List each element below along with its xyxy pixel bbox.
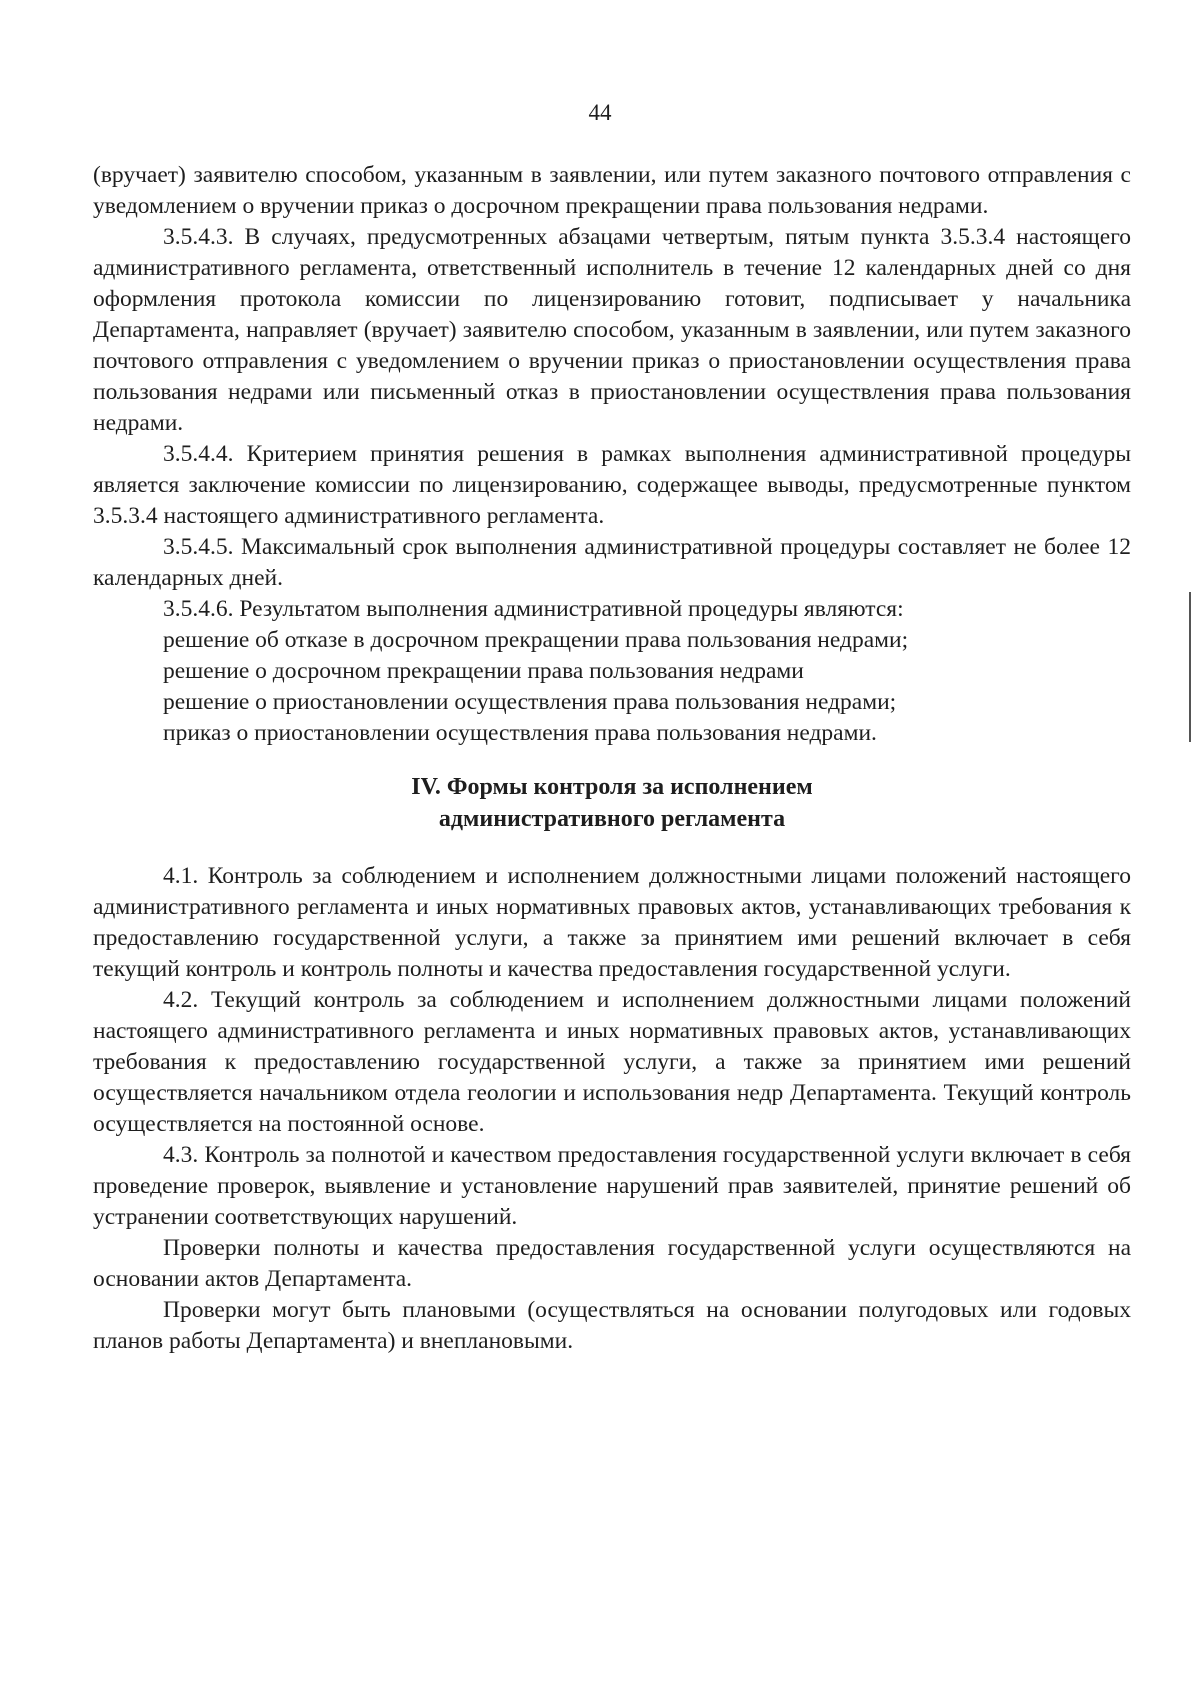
result-list-item: приказ о приостановлении осуществления права пользования недрами. bbox=[163, 720, 877, 746]
page-number: 44 bbox=[588, 100, 612, 125]
paragraph-4-2: 4.2. Текущий контроль за соблюдением и исполнением должностными лицами положений настоящего административного регламента и иных нормативных правовых актов, устанавливающих требования к предоставлению государственной услуги, а также за принятием ими решений осуществляется начальником отдела геологии и использования недр Департамента. Текущий контроль осуществляется на постоянной основе. bbox=[93, 987, 1131, 1137]
scan-margin-line bbox=[1189, 592, 1191, 742]
paragraph-4-3: 4.3. Контроль за полнотой и качеством предоставления государственной услуги включает в себя проведение проверок, выявление и установление нарушений прав заявителей, принятие решений об устранении соответствующих нарушений. bbox=[93, 1142, 1131, 1230]
section-heading-line: IV. Формы контроля за исполнением bbox=[411, 774, 813, 800]
paragraph-3-5-4-3: 3.5.4.3. В случаях, предусмотренных абзацами четвертым, пятым пункта 3.5.3.4 настоящего административного регламента, ответственный исполнитель в течение 12 календарных дней со дня оформления протокола комиссии по лицензированию готовит, подписывает у начальника Департамента, направляет (вручает) заявителю способом, указанным в заявлении, или путем заказного почтового отправления с уведомлением о вручении приказ о приостановлении осуществления права пользования недрами или письменный отказ в приостановлении осуществления права пользования недрами. bbox=[93, 224, 1131, 436]
paragraph-3-5-4-5: 3.5.4.5. Максимальный срок выполнения административной процедуры составляет не более 12 календарных дней. bbox=[93, 534, 1131, 591]
section-heading bbox=[93, 771, 1131, 835]
paragraph-inspections-basis: Проверки полноты и качества предоставления государственной услуги осуществляются на основании актов Департамента. bbox=[93, 1235, 1131, 1292]
result-list-item: решение о приостановлении осуществления права пользования недрами; bbox=[163, 689, 897, 715]
paragraph-inspections-types: Проверки могут быть плановыми (осуществляться на основании полугодовых или годовых планов работы Департамента) и внеплановыми. bbox=[93, 1297, 1131, 1354]
result-list bbox=[93, 594, 1131, 749]
result-list-item: решение об отказе в досрочном прекращении права пользования недрами; bbox=[163, 627, 909, 653]
result-list-item: решение о досрочном прекращении права пользования недрами bbox=[163, 658, 804, 684]
document-body bbox=[93, 160, 1131, 1357]
paragraph-3-5-4-4: 3.5.4.4. Критерием принятия решения в рамках выполнения административной процедуры является заключение комиссии по лицензированию, содержащее выводы, предусмотренные пунктом 3.5.3.4 настоящего административного регламента. bbox=[93, 441, 1131, 529]
paragraph-4-1: 4.1. Контроль за соблюдением и исполнением должностными лицами положений настоящего административного регламента и иных нормативных правовых актов, устанавливающих требования к предоставлению государственной услуги, а также за принятием ими решений включает в себя текущий контроль и контроль полноты и качества предоставления государственной услуги. bbox=[93, 863, 1131, 982]
paragraph-continuation: (вручает) заявителю способом, указанным в заявлении, или путем заказного почтового отправления с уведомлением о вручении приказ о досрочном прекращении права пользования недрами. bbox=[93, 162, 1131, 219]
section-heading-line: административного регламента bbox=[438, 806, 786, 832]
paragraph-3-5-4-6: 3.5.4.6. Результатом выполнения административной процедуры являются: bbox=[163, 596, 904, 622]
